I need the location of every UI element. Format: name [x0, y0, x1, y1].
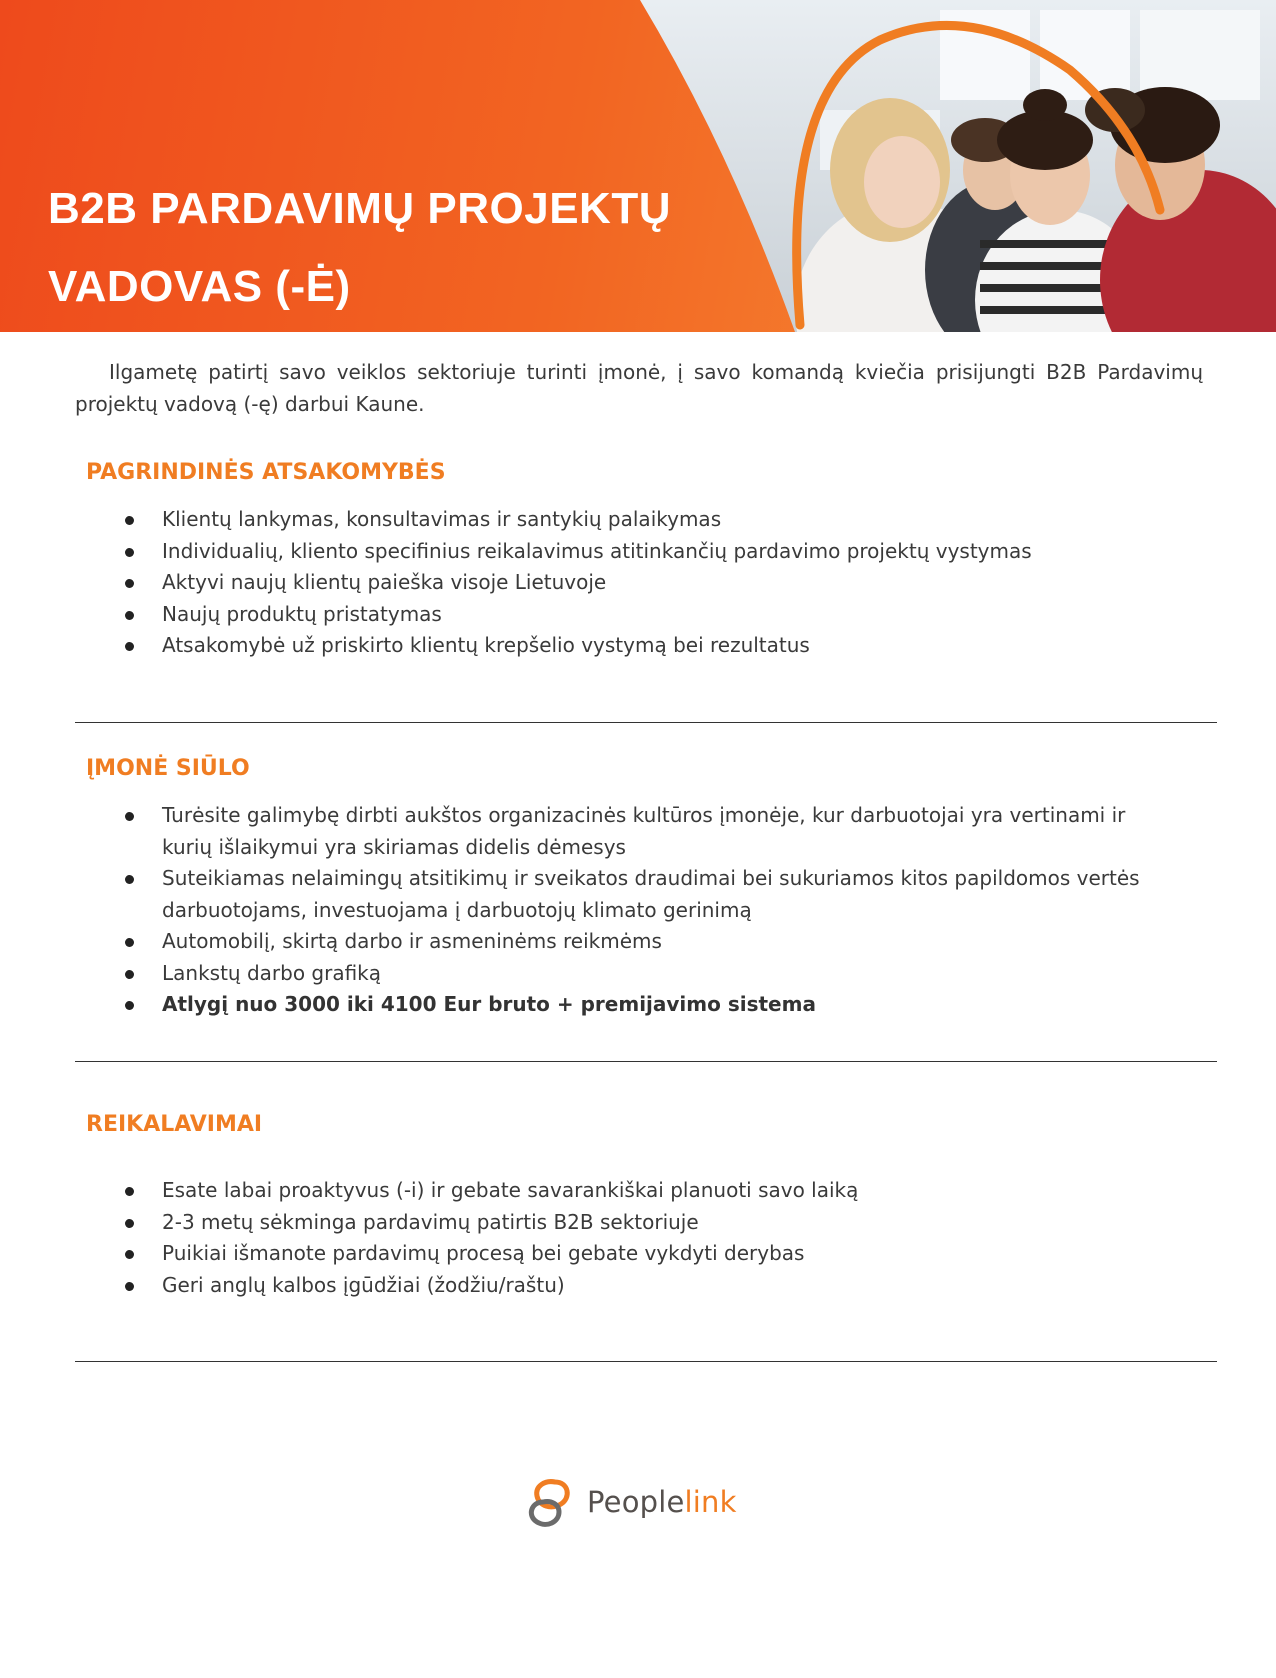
peoplelink-logo [525, 1474, 755, 1530]
offer-list [0, 800, 1200, 1021]
section-divider [75, 1061, 1217, 1062]
list-item: Turėsite galimybę dirbti aukštos organizacinės kultūros įmonėje, kur darbuotojai yra vertinami ir kurių išlaikymui yra skiriamas didelis dėmesys [0, 800, 1162, 863]
requirements-list [0, 1175, 1200, 1301]
page-title-line-1: B2B PARDAVIMŲ PROJEKTŲ [48, 184, 671, 233]
list-item: Geri anglų kalbos įgūdžiai (žodžiu/raštu) [0, 1270, 1162, 1302]
page-title [48, 170, 671, 326]
section-title-responsibilities: PAGRINDINĖS ATSAKOMYBĖS [86, 460, 446, 485]
peoplelink-logo-icon [525, 1476, 575, 1528]
list-item: Klientų lankymas, konsultavimas ir santykių palaikymas [0, 504, 1162, 536]
list-item: Individualių, kliento specifinius reikalavimus atitinkančių pardavimo projektų vystymas [0, 536, 1162, 568]
list-item: Suteikiamas nelaimingų atsitikimų ir sveikatos draudimai bei sukuriamos kitos papildomos vertės darbuotojams, investuojama į darbuotojų klimato gerinimą [0, 863, 1162, 926]
logo-text-link: link [684, 1485, 737, 1519]
list-item: Lankstų darbo grafiką [0, 958, 1162, 990]
responsibilities-list [0, 504, 1200, 662]
list-item: Esate labai proaktyvus (-i) ir gebate savarankiškai planuoti savo laiką [0, 1175, 1162, 1207]
list-item: 2-3 metų sėkminga pardavimų patirtis B2B sektoriuje [0, 1207, 1162, 1239]
list-item: Automobilį, skirtą darbo ir asmeninėms reikmėms [0, 926, 1162, 958]
peoplelink-logo-text [587, 1485, 737, 1519]
section-divider [75, 1361, 1217, 1362]
intro-paragraph: Ilgametę patirtį savo veiklos sektoriuje turinti įmonė, į savo komandą kviečia prisijungti B2B Pardavimų projektų vadovą (-ę) darbui Kaune. [75, 360, 1203, 416]
section-title-offer: ĮMONĖ SIŪLO [86, 756, 250, 781]
page-title-line-2: VADOVAS (-Ė) [48, 262, 351, 311]
list-item: Puikiai išmanote pardavimų procesą bei gebate vykdyti derybas [0, 1238, 1162, 1270]
list-item-salary: Atlygį nuo 3000 iki 4100 Eur bruto + premijavimo sistema [0, 989, 1162, 1021]
list-item: Naujų produktų pristatymas [0, 599, 1162, 631]
section-title-requirements: REIKALAVIMAI [86, 1112, 263, 1137]
logo-text-people: People [587, 1485, 685, 1519]
team-photo [640, 0, 1276, 332]
list-item: Atsakomybė už priskirto klientų krepšelio vystymą bei rezultatus [0, 630, 1162, 662]
section-divider [75, 722, 1217, 723]
list-item: Aktyvi naujų klientų paieška visoje Lietuvoje [0, 567, 1162, 599]
header-banner [0, 0, 1276, 332]
